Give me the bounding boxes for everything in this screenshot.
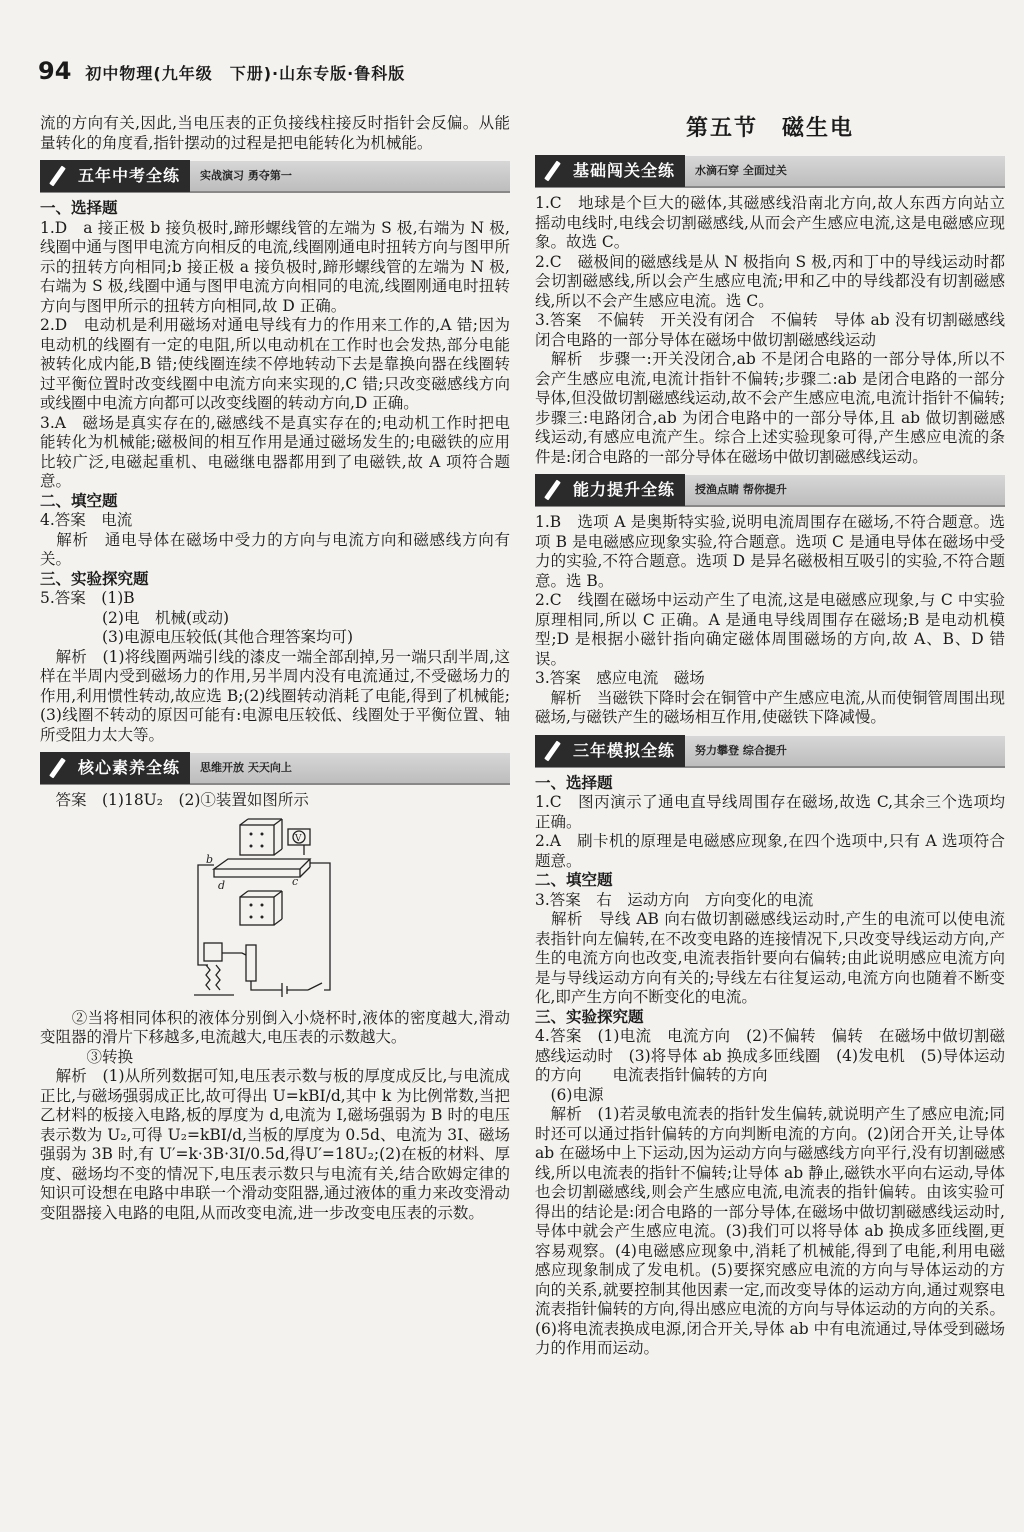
banner-slogan: 授渔点睛 帮你提升 bbox=[695, 483, 787, 497]
answer-item: (6)电源 bbox=[535, 1085, 604, 1104]
banner-jichu bbox=[535, 156, 1005, 188]
section-title: 第五节 磁生电 bbox=[685, 116, 854, 141]
banner-nengli bbox=[535, 475, 1005, 507]
banner-slogan: 努力攀登 综合提升 bbox=[695, 743, 787, 757]
spring bbox=[206, 965, 210, 990]
answer-explanation: 解析 当磁铁下降时会在铜管中产生感应电流,从而使铜管周围出现磁场,与磁铁产生的磁场相互作用,使磁铁下降减慢。 bbox=[535, 688, 1005, 726]
banner-wunian bbox=[40, 161, 510, 193]
answer-item: 2.C 磁极间的磁感线是从 N 极指向 S 极,丙和丁中的导线运动时都会切割磁感线,所以会产生感应电流;甲和乙中的导线都没有切割磁感线,所以不会产生感应电流。选 C。 bbox=[535, 252, 1005, 310]
answer-item: 3.答案 右 运动方向 方向变化的电流 bbox=[535, 890, 814, 909]
book-title: 初中物理(九年级 下册)·山东专版·鲁科版 bbox=[85, 64, 406, 83]
answer-explanation: 解析 通电导体在磁场中受力的方向与电流方向和磁感线方向有关。 bbox=[40, 530, 510, 568]
answer-item: 2.A 刷卡机的原理是电磁感应现象,在四个选项中,只有 A 选项符合题意。 bbox=[535, 832, 1005, 870]
banner-slogan: 实战演习 勇夺第一 bbox=[200, 169, 292, 183]
answer-item: 5.答案 (1)B bbox=[40, 589, 135, 607]
section-heading: 三、实验探究题 bbox=[40, 569, 149, 588]
answer-item: 答案 (1)18U₂ (2)①装置如图所示 bbox=[40, 791, 309, 809]
banner-slogan: 思维开放 天天向上 bbox=[200, 761, 292, 775]
label-b: b bbox=[206, 852, 214, 866]
beaker bbox=[204, 943, 222, 961]
magnet-bottom bbox=[240, 897, 274, 925]
rheostat bbox=[246, 945, 256, 981]
answer-item: 3.答案 感应电流 磁场 bbox=[535, 669, 705, 687]
answer-item: ②当将相同体积的液体分别倒入小烧杯时,液体的密度越大,滑动变阻器的滑片下移越多,电流越大,电压表的示数越大。 bbox=[40, 1008, 510, 1046]
answer-item: 2.D 电动机是利用磁场对通电导线有力的作用来工作的,A 错;因为电动机的线圈有一定的电阻,所以电动机在工作时也会发热,部分电能被转化成内能,B 错;使线圈连续不停地转动下去是靠换向器在线圈转过平衡位置时改变线圈中电流方向来实现的,C 错;只改变磁感线方向或线圈中电流方向都可以改变线圈的转动方向,D 正确。 bbox=[40, 316, 510, 412]
banner-slogan: 水滴石穿 全面过关 bbox=[695, 164, 787, 178]
section-heading: 二、填空题 bbox=[535, 871, 613, 889]
answer-item: (2)电 机械(或动) bbox=[40, 608, 230, 627]
pen-icon bbox=[535, 735, 569, 767]
label-v: V bbox=[295, 833, 302, 844]
answer-item: 4.答案 (1)电流 电流方向 (2)不偏转 偏转 在磁场中做切割磁感线运动时 (3)将导体 ab 换成多匝线圈 (4)发电机 (5)导体运动的方向 电流表指针偏转的方向 bbox=[535, 1027, 1005, 1084]
answer-explanation: 解析 (1)将线圈两端引线的漆皮一端全部刮掉,另一端只刮半周,这样在半周内受到磁场力的作用,另半周内没有电流通过,不受磁场力的作用,利用惯性转动,故应选 B;(2)线圈转动消耗了电能,得到了机械能;(3)线圈不转动的原因可能有:电源电压较低、线圈处于平衡位置、轴所受阻力太大等。 bbox=[40, 647, 510, 744]
answer-item: 4.答案 电流 bbox=[40, 511, 133, 529]
banner-title: 能力提升全练 bbox=[569, 474, 685, 506]
section-heading: 二、填空题 bbox=[40, 491, 118, 510]
answer-item: 1.B 选项 A 是奥斯特实验,说明电流周围存在磁场,不符合题意。选项 B 是电磁感应现象实验,符合题意。选项 C 是通电导体在磁场中受力的实验,不符合题意。选项 D 是异名磁极相互吸引的实验,不符合题意。选 B。 bbox=[535, 513, 1005, 590]
left-column bbox=[40, 114, 510, 1223]
banner-title: 核心素养全练 bbox=[74, 752, 190, 784]
pen-icon bbox=[40, 160, 74, 192]
answer-item: 1.C 地球是个巨大的磁体,其磁感线沿南北方向,故人东西方向站立摇动电线时,电线会切割磁感线,从而会产生感应电流,这是电磁感应现象。故选 C。 bbox=[535, 194, 1005, 251]
answer-item: ③转换 bbox=[40, 1047, 134, 1066]
section-heading: 一、选择题 bbox=[40, 199, 118, 217]
banner-title: 三年模拟全练 bbox=[569, 735, 685, 767]
section-heading: 一、选择题 bbox=[535, 773, 613, 792]
pen-icon bbox=[535, 155, 569, 187]
circuit-diagram bbox=[190, 815, 360, 1005]
section-heading: 三、实验探究题 bbox=[535, 1007, 644, 1026]
pen-icon bbox=[40, 752, 74, 784]
label-c: c bbox=[292, 874, 299, 888]
answer-explanation: 解析 (1)若灵敏电流表的指针发生偏转,就说明产生了感应电流;同时还可以通过指针偏转的方向判断电流的方向。(2)闭合开关,让导体 ab 在磁场中上下运动,因为运动方向与磁感线方向平行,没有切割磁感线,所以电流表的指针不偏转;让导体 ab 静止,磁铁水平向右运动,导体也会切割磁感线,则会产生感应电流,电流表的指针偏转。由该实验可得出的结论是:闭合电路的一部分导体,在磁场中做切割磁感线运动时,导体中就会产生感应电流。(3)我们可以将导体 ab 换成多匝线圈,更容易观察。(4)电磁感应现象中,消耗了机械能,得到了电能,利用电磁感应现象制成了发电机。(5)要探究感应电流的方向与导体运动的方向的关系,就要控制其他因素一定,而改变导体的运动方向,通过观察电流表指针偏转的方向,得出感应电流的方向与导体运动的方向的关系。(6)将电流表换成电源,闭合开关,导体 ab 中有电流通过,导体受到磁场力的作用而运动。 bbox=[535, 1105, 1005, 1357]
pen-icon bbox=[535, 474, 569, 506]
answer-item: (3)电源电压较低(其他合理答案均可) bbox=[40, 628, 354, 646]
answer-explanation: 解析 步骤一:开关没闭合,ab 不是闭合电路的一部分导体,所以不会产生感应电流,电流计指针不偏转;步骤二:ab 是闭合电路的一部分导体,但没做切割磁感线运动,故不会产生感应电流,电流计指针不偏转;步骤三:电路闭合,ab 为闭合电路中的一部分导体,且 ab 做切割磁感线运动,有感应电流产生。综合上述实验现象可得,产生感应电流的条件是:闭合电路的一部分导体在磁场中做切割磁感线运动。 bbox=[535, 350, 1005, 466]
answer-item: 1.C 图丙演示了通电直导线周围存在磁场,故选 C,其余三个选项均正确。 bbox=[535, 793, 1005, 831]
answer-item: 1.D a 接正极 b 接负极时,蹄形螺线管的左端为 S 极,右端为 N 极,线圈中通与图甲电流方向相反的电流,线圈刚通电时扭转方向与图甲所示的扭转方向相同;b 接正极 a 接负极时,蹄形螺线管的左端为 N 极,右端为 S 极,线圈中通与图甲电流方向相同的电流,线圈刚通电时扭转方向与图甲所示的扭转方向相同,故 D 正确。 bbox=[40, 218, 510, 315]
answer-item: 3.A 磁场是真实存在的,磁感线不是真实存在的;电动机工作时把电能转化为机械能;磁极间的相互作用是通过磁场发生的;电磁铁的应用比较广泛,电磁起重机、电磁继电器都用到了电磁铁,故 A 项符合题意。 bbox=[40, 413, 510, 490]
answer-item: 2.C 线圈在磁场中运动产生了电流,这是电磁感应现象,与 C 中实验原理相同,所以 C 正确。A 是通电导线周围存在磁场;B 是电动机模型;D 是根据小磁针指向确定磁体周围磁场的方向,故 A、B、D 错误。 bbox=[535, 591, 1005, 668]
paragraph: 流的方向有关,因此,当电压表的正负接线柱接反时指针会反偏。从能量转化的角度看,指针摆动的过程是把电能转化为机械能。 bbox=[40, 114, 510, 152]
answer-explanation: 解析 (1)从所列数据可知,电压表示数与板的厚度成反比,与电流成正比,与磁场强弱成正比,故可得出 U=kBI/d,其中 k 为比例常数,当把乙材料的板接入电路,板的厚度为 d,电流为 I,磁场强弱为 B 时的电压表示数为 U₂,可得 U₂=kBI/d,当板的厚度为 0.5d、电流为 3I、磁场强弱为 3B 时,有 U′=k·3B·3I/0.5d,得U′=18U₂;(2)在板的材料、厚度、磁场均不变的情况下,电压表示数只与电流有关,结合欧姆定律的知识可设想在电路中串联一个滑动变阻器,通过液体的重力来改变滑动变阻器接入电路的电阻,从而改变电流,进一步改变电压表的示数。 bbox=[40, 1067, 510, 1222]
answer-explanation: 解析 导线 AB 向右做切割磁感线运动时,产生的电流可以使电流表指针向左偏转,在不改变电路的连接情况下,只改变导线运动方向,产生的电流方向也改变,电流表指针要向右偏转;由此说明感应电流方向是与导线运动方向有关的;导线左右往复运动,电流方向也随着不断变化,即产生方向不断变化的电流。 bbox=[535, 910, 1005, 1006]
page-number: 94 bbox=[38, 57, 72, 85]
plate bbox=[214, 859, 310, 869]
banner-title: 基础闯关全练 bbox=[569, 155, 685, 187]
banner-title: 五年中考全练 bbox=[74, 160, 190, 192]
banner-sannian bbox=[535, 736, 1005, 768]
page-header bbox=[38, 57, 998, 98]
label-d: d bbox=[218, 878, 226, 892]
answer-item: 3.答案 不偏转 开关没有闭合 不偏转 导体 ab 没有切割磁感线 闭合电路的一部分导体在磁场中做切割磁感线运动 bbox=[535, 311, 1021, 349]
right-column bbox=[535, 114, 1021, 1359]
magnet-top bbox=[240, 825, 274, 855]
banner-hexin bbox=[40, 753, 510, 785]
